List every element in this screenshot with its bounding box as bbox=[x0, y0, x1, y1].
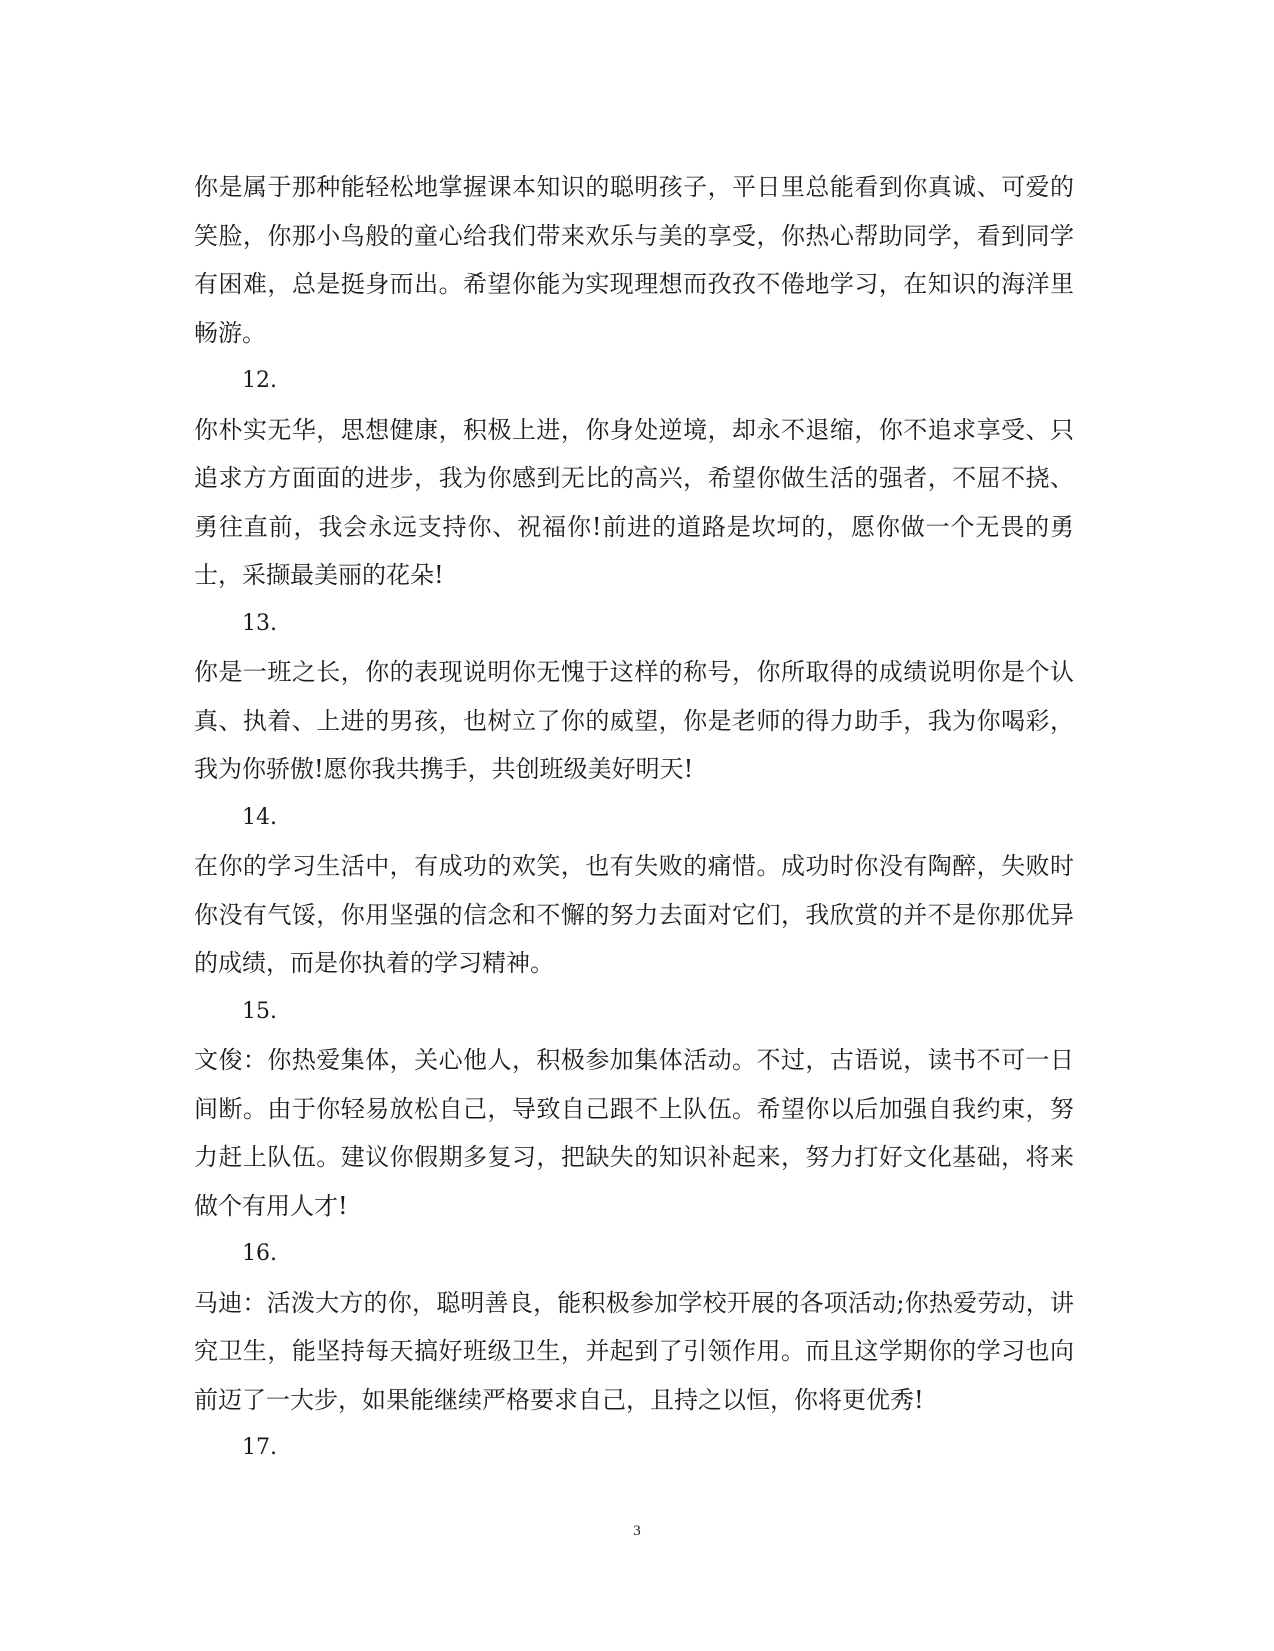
comment-paragraph: 你是属于那种能轻松地掌握课本知识的聪明孩子，平日里总能看到你真诚、可爱的笑脸，你那小鸟般的童心给我们带来欢乐与美的享受，你热心帮助同学，看到同学有困难，总是挺身而出。希望你能为实现理想而孜孜不倦地学习，在知识的海洋里畅游。 bbox=[194, 173, 1074, 347]
page-number: 3 bbox=[633, 1523, 641, 1539]
comment-paragraph: 你是一班之长，你的表现说明你无愧于这样的称号，你所取得的成绩说明你是个认真、执着、上进的男孩，也树立了你的威望，你是老师的得力助手，我为你喝彩，我为你骄傲!愿你我共携手，共创班级美好明天! bbox=[194, 658, 1074, 783]
comment-paragraph: 马迪：活泼大方的你，聪明善良，能积极参加学校开展的各项活动;你热爱劳动，讲究卫生，能坚持每天搞好班级卫生，并起到了引领作用。而且这学期你的学习也向前迈了一大步，如果能继续严格要求自己，且持之以恒，你将更优秀! bbox=[194, 1288, 1074, 1414]
item-number: 15. bbox=[242, 998, 277, 1024]
item-number: 13. bbox=[242, 610, 277, 636]
item-number: 16. bbox=[242, 1241, 277, 1266]
item-number: 17. bbox=[242, 1435, 277, 1460]
comment-paragraph: 你朴实无华，思想健康，积极上进，你身处逆境，却永不退缩，你不追求享受、只追求方方面面的进步，我为你感到无比的高兴，希望你做生活的强者，不屈不挠、勇往直前，我会永远支持你、祝福你!前进的道路是坎坷的，愿你做一个无畏的勇士，采撷最美丽的花朵! bbox=[194, 415, 1074, 589]
comment-paragraph: 文俊：你热爱集体，关心他人，积极参加集体活动。不过，古语说，读书不可一日间断。由于你轻易放松自己，导致自己跟不上队伍。希望你以后加强自我约束，努力赶上队伍。建议你假期多复习，把缺失的知识补起来，努力打好文化基础，将来做个有用人才! bbox=[194, 1046, 1074, 1220]
comment-paragraph: 在你的学习生活中，有成功的欢笑，也有失败的痛惜。成功时你没有陶醉，失败时你没有气馁，你用坚强的信念和不懈的努力去面对它们，我欣赏的并不是你那优异的成绩，而是你执着的学习精神。 bbox=[194, 852, 1074, 977]
item-number: 14. bbox=[242, 804, 277, 830]
document-body bbox=[194, 163, 1074, 1473]
item-number: 12. bbox=[242, 368, 277, 393]
